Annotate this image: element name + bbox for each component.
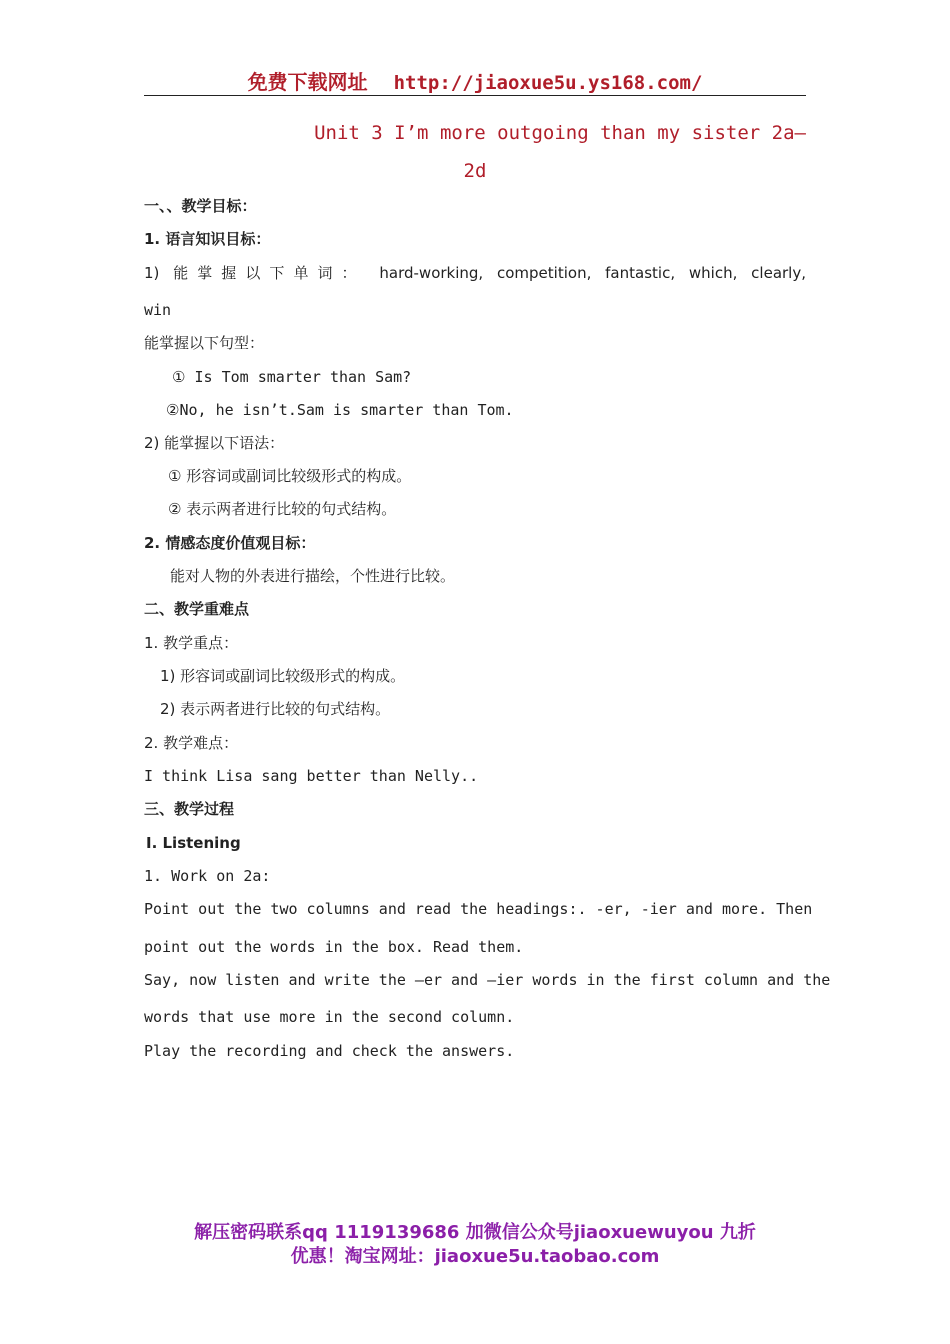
instruction-1-line-2: point out the words in the box. Read them. <box>144 938 524 956</box>
instruction-1-line-1: Point out the two columns and read the headings:. -er, -ier and more. Then <box>144 900 813 918</box>
unit-title: Unit 3 I’m more outgoing than my sister 2a— <box>314 122 806 144</box>
vocab-line: 1) 能掌握以下单词： hard-working, competition, fantastic, which, clearly, <box>144 264 806 282</box>
attitude-text: 能对人物的外表进行描绘，个性进行比较。 <box>170 567 456 585</box>
grammar-2: ② 表示两者进行比较的句式结构。 <box>168 500 397 518</box>
footer-line-2: 优惠！淘宝网址：jiaoxue5u.taobao.com <box>290 1246 660 1267</box>
section-2-heading: 二、教学重难点 <box>144 600 250 618</box>
download-header <box>144 66 806 94</box>
grammar-heading: 2) 能掌握以下语法： <box>144 434 285 452</box>
section-1-1-heading: 1. 语言知识目标： <box>144 230 271 248</box>
key-point-1: 1) 形容词或副词比较级形式的构成。 <box>160 667 406 685</box>
sentence-1: ① Is Tom smarter than Sam? <box>172 368 412 386</box>
section-3-heading: 三、教学过程 <box>144 800 235 818</box>
instruction-2-line-1: Say, now listen and write the –er and –ier words in the first column and the <box>144 971 831 989</box>
instruction-2-line-2: words that use more in the second column. <box>144 1008 515 1026</box>
header-label: 免费下载网址 <box>247 70 368 94</box>
difficult-points-heading: 2. 教学难点： <box>144 734 239 752</box>
section-1-2-heading: 2. 情感态度价值观目标： <box>144 534 316 552</box>
footer-line-1: 解压密码联系qq 1119139686 加微信公众号jiaoxuewuyou 九折 <box>194 1222 756 1243</box>
header-divider <box>144 95 806 96</box>
key-points-heading: 1. 教学重点： <box>144 634 239 652</box>
sentence-2: ②No, he isn’t.Sam is smarter than Tom. <box>166 401 514 419</box>
key-point-2: 2) 表示两者进行比较的句式结构。 <box>160 700 391 718</box>
vocab-line-cont: win <box>144 301 172 319</box>
unit-title-cont: 2d <box>463 160 487 182</box>
instruction-3: Play the recording and check the answers. <box>144 1042 515 1060</box>
step-work-on-2a: 1. Work on 2a: <box>144 867 271 885</box>
section-1-heading: 一、、教学目标： <box>144 197 257 215</box>
grammar-1: ① 形容词或副词比较级形式的构成。 <box>168 467 412 485</box>
difficult-point-text: I think Lisa sang better than Nelly.. <box>144 767 479 785</box>
sentence-heading: 能掌握以下句型： <box>144 334 265 352</box>
header-url-link[interactable]: http://jiaoxue5u.ys168.com/ <box>393 72 703 94</box>
listening-heading: Ⅰ. Listening <box>146 834 241 852</box>
